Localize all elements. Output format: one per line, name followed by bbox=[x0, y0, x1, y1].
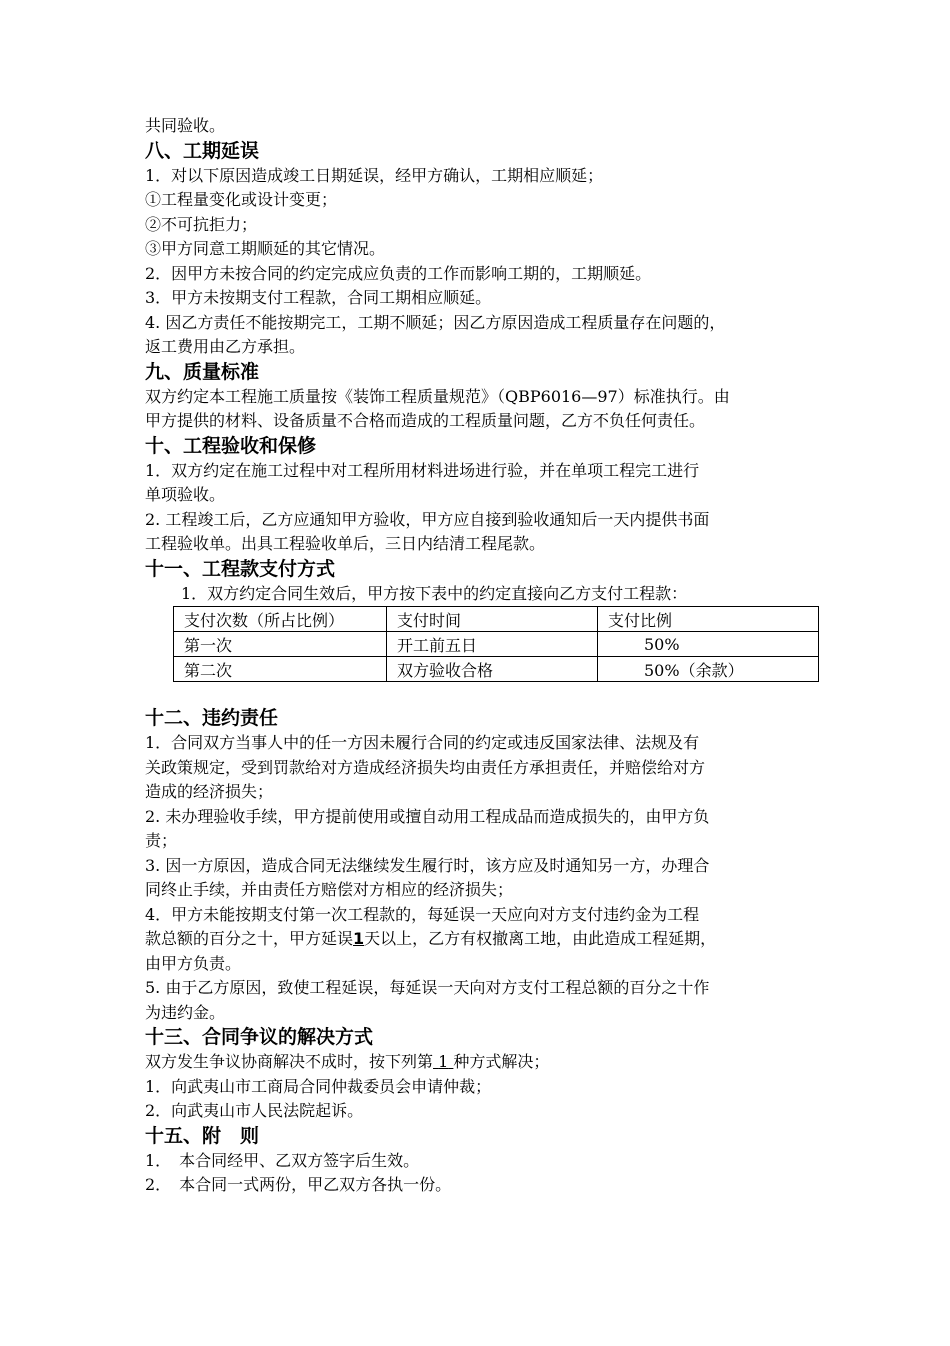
text-line: 4．甲方未能按期支付第一次工程款的，每延误一天应向对方支付违约金为工程 bbox=[145, 904, 700, 924]
table-cell: 50% bbox=[598, 632, 819, 657]
section-title: 十一、工程款支付方式 bbox=[145, 557, 336, 580]
section-schedule-delay bbox=[145, 139, 817, 360]
section-supplementary bbox=[145, 1124, 817, 1198]
text-line: 单项验收。 bbox=[145, 485, 226, 504]
text-line: 1．双方约定合同生效后，甲方按下表中的约定直接向乙方支付工程款： bbox=[181, 583, 688, 603]
table-row bbox=[174, 632, 819, 657]
text-line: 2．向武夷山市人民法院起诉。 bbox=[145, 1101, 364, 1120]
text-line: 造成的经济损失； bbox=[145, 782, 274, 801]
text-line: 2．因甲方未按合同的约定完成应负责的工作而影响工期的，工期顺延。 bbox=[145, 263, 652, 283]
text-line: 4. 因乙方责任不能按期完工，工期不顺延；因乙方原因造成工程质量存在问题的， bbox=[145, 312, 726, 332]
text-line: 1．对以下原因造成竣工日期延误，经甲方确认，工期相应顺延； bbox=[145, 165, 604, 185]
table-header-row bbox=[174, 607, 819, 632]
text-fragment: 款总额的百分之十，甲方延误 bbox=[145, 929, 354, 948]
text-fragment: 双方发生争议协商解决不成时，按下列第 bbox=[145, 1052, 434, 1071]
delay-days-value: 1 bbox=[353, 929, 365, 948]
payment-table bbox=[173, 606, 819, 682]
text-line: 双方约定本工程施工质量按《装饰工程质量规范》（QBP6016—97）标准执行。由 bbox=[145, 386, 730, 406]
text-line: 1．双方约定在施工过程中对工程所用材料进场进行验，并在单项工程完工进行 bbox=[145, 460, 700, 480]
text-line: 甲方提供的材料、设备质量不合格而造成的工程质量问题，乙方不负任何责任。 bbox=[145, 411, 706, 430]
section-title: 十五、附 则 bbox=[145, 1124, 260, 1147]
section-title: 十、工程验收和保修 bbox=[145, 434, 317, 457]
text-line: 1．合同双方当事人中的任一方因未履行合同的约定或违反国家法律、法规及有 bbox=[145, 733, 700, 752]
text-line: 关政策规定，受到罚款给对方造成经济损失均由责任方承担责任，并赔偿给对方 bbox=[145, 757, 706, 777]
text-line bbox=[145, 1050, 817, 1075]
table-cell: 开工前五日 bbox=[387, 632, 598, 657]
text-line: ③甲方同意工期顺延的其它情况。 bbox=[145, 239, 386, 258]
text-line: 5. 由于乙方原因，致使工程延误，每延误一天向对方支付工程总额的百分之十作 bbox=[145, 978, 710, 997]
text-line: 由甲方负责。 bbox=[145, 953, 242, 973]
text-line: 2. 未办理验收手续，甲方提前使用或擅自动用工程成品而造成损失的，由甲方负 bbox=[145, 806, 710, 826]
text-line: 1． 本合同经甲、乙双方签字后生效。 bbox=[145, 1150, 420, 1170]
text-fragment: 种方式解决； bbox=[453, 1052, 550, 1071]
text-line: 为违约金。 bbox=[145, 1002, 226, 1022]
table-row bbox=[174, 657, 819, 682]
text-line: 2. 工程竣工后，乙方应通知甲方验收，甲方应自接到验收通知后一天内提供书面 bbox=[145, 509, 710, 529]
text-line: 同终止手续，并由责任方赔偿对方相应的经济损失； bbox=[145, 880, 514, 899]
table-cell: 第二次 bbox=[174, 657, 387, 682]
text-line: 2． 本合同一式两份，甲乙双方各执一份。 bbox=[145, 1175, 452, 1194]
table-header-cell: 支付比例 bbox=[598, 607, 819, 632]
section-title: 九、质量标准 bbox=[145, 360, 260, 383]
table-header-cell: 支付时间 bbox=[387, 607, 598, 632]
text-line: 返工费用由乙方承担。 bbox=[145, 337, 306, 356]
section-liability bbox=[145, 706, 817, 1025]
text-line: 工程验收单。出具工程验收单后，三日内结清工程尾款。 bbox=[145, 534, 546, 553]
section-dispute-resolution bbox=[145, 1025, 817, 1124]
section-title: 十三、合同争议的解决方式 bbox=[145, 1026, 374, 1048]
text-line: 3. 因一方原因，造成合同无法继续发生履行时，该方应及时通知另一方，办理合 bbox=[145, 855, 710, 875]
document-body bbox=[145, 114, 817, 1198]
text-line: ①工程量变化或设计变更； bbox=[145, 190, 338, 209]
intro-line: 共同验收。 bbox=[145, 116, 226, 135]
section-title: 八、工期延误 bbox=[145, 139, 260, 162]
table-cell: 50%（余款） bbox=[598, 657, 819, 682]
option-number-value: 1 bbox=[438, 1052, 449, 1071]
table-header-cell: 支付次数（所占比例） bbox=[174, 607, 387, 632]
text-line: 责； bbox=[145, 831, 178, 850]
section-title: 十二、违约责任 bbox=[145, 707, 279, 729]
spacer bbox=[145, 682, 817, 706]
text-line: 3．甲方未按期支付工程款，合同工期相应顺延。 bbox=[145, 288, 492, 307]
table-cell: 第一次 bbox=[174, 632, 387, 657]
section-payment-method bbox=[145, 557, 817, 683]
text-fragment: 天以上，乙方有权撤离工地，由此造成工程延期， bbox=[364, 929, 717, 948]
text-line: ②不可抗拒力； bbox=[145, 214, 258, 234]
table-cell: 双方验收合格 bbox=[387, 657, 598, 682]
section-quality-standard bbox=[145, 360, 817, 434]
text-line bbox=[145, 927, 817, 952]
text-line: 1．向武夷山市工商局合同仲裁委员会申请仲裁； bbox=[145, 1076, 492, 1096]
section-acceptance-warranty bbox=[145, 434, 817, 557]
